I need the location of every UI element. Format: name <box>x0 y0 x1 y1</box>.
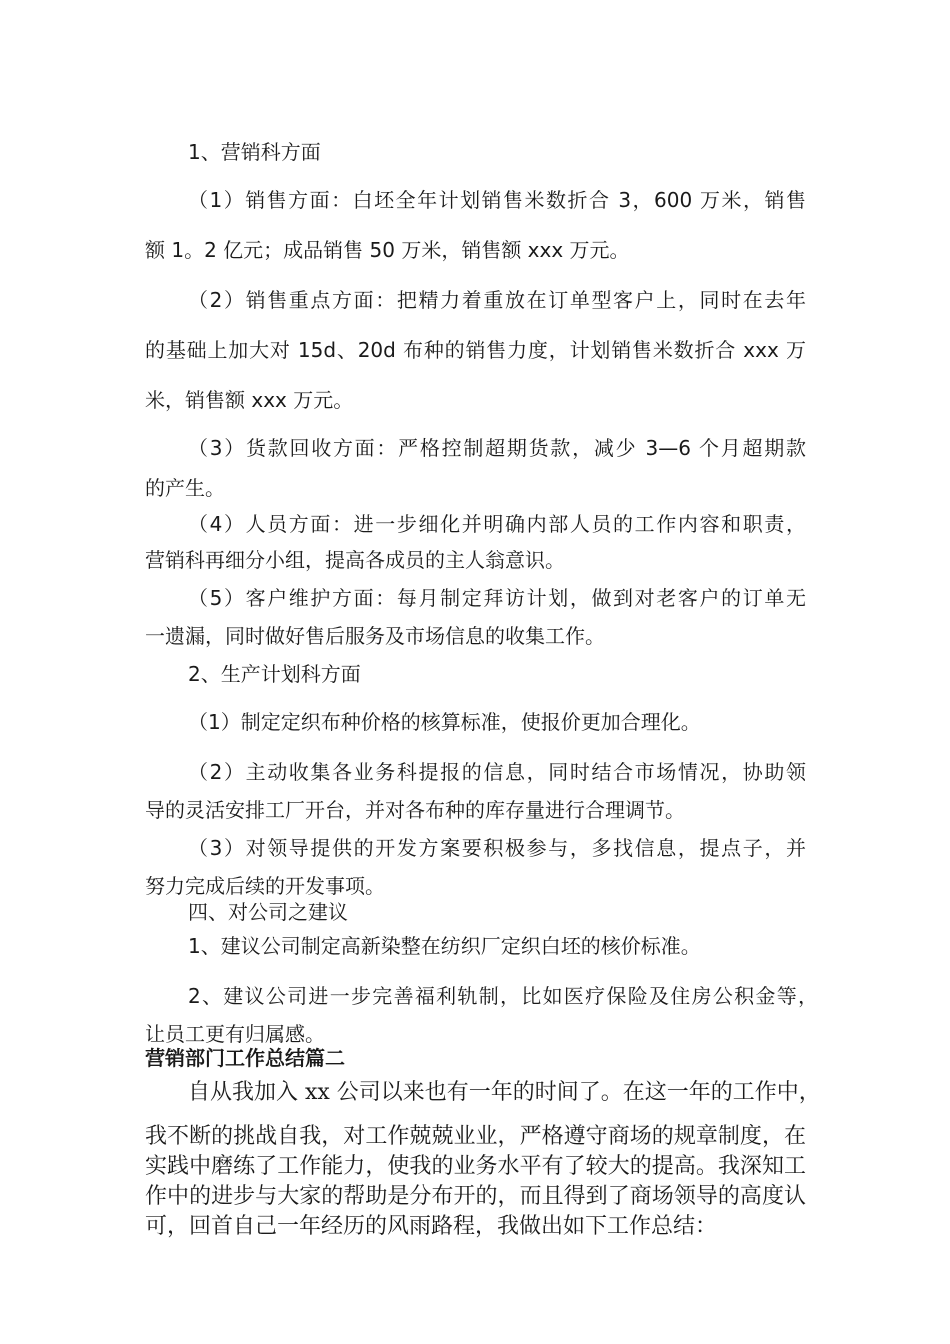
section-title: 2、生产计划科方面 <box>188 662 361 686</box>
section-title: 1、营销科方面 <box>188 140 321 164</box>
paragraph-line: （2）销售重点方面：把精力着重放在订单型客户上，同时在去年 <box>188 288 806 312</box>
paragraph-line: 1、建议公司制定高新染整在纺织厂定织白坯的核价标准。 <box>188 934 701 958</box>
paragraph-line: 的基础上加大对 15d、20d 布种的销售力度，计划销售米数折合 xxx 万 <box>145 338 806 362</box>
paragraph-line: 的产生。 <box>145 476 225 500</box>
article-heading: 营销部门工作总结篇二 <box>145 1046 345 1070</box>
paragraph-line: 让员工更有归属感。 <box>145 1022 325 1046</box>
paragraph-line: 米，销售额 xxx 万元。 <box>145 388 354 412</box>
section-title: 四、对公司之建议 <box>188 900 348 924</box>
paragraph-line: 导的灵活安排工厂开台，并对各布种的库存量进行合理调节。 <box>145 798 685 822</box>
paragraph-line: 营销科再细分小组，提高各成员的主人翁意识。 <box>145 548 565 572</box>
paragraph-line: （1）销售方面：白坯全年计划销售米数折合 3，600 万米，销售 <box>188 188 806 212</box>
paragraph-line: 实践中磨练了工作能力，使我的业务水平有了较大的提高。我深知工 <box>145 1154 806 1179</box>
paragraph-line: （3）货款回收方面：严格控制超期货款，减少 3—6 个月超期款 <box>188 436 806 460</box>
paragraph-line: （5）客户维护方面：每月制定拜访计划，做到对老客户的订单无 <box>188 586 806 610</box>
paragraph-line: 自从我加入 xx 公司以来也有一年的时间了。在这一年的工作中， <box>188 1080 821 1105</box>
paragraph-line: 2、建议公司进一步完善福利轨制，比如医疗保险及住房公积金等， <box>188 984 818 1008</box>
paragraph-line: 作中的进步与大家的帮助是分布开的，而且得到了商场领导的高度认 <box>145 1184 806 1209</box>
paragraph-line: （4）人员方面：进一步细化并明确内部人员的工作内容和职责， <box>188 512 806 536</box>
paragraph-line: （3）对领导提供的开发方案要积极参与，多找信息，提点子，并 <box>188 836 806 860</box>
paragraph-line: （1）制定定织布种价格的核算标准，使报价更加合理化。 <box>188 710 701 734</box>
paragraph-line: （2）主动收集各业务科提报的信息，同时结合市场情况，协助领 <box>188 760 806 784</box>
paragraph-line: 我不断的挑战自我，对工作兢兢业业，严格遵守商场的规章制度，在 <box>145 1124 806 1149</box>
paragraph-line: 额 1。2 亿元；成品销售 50 万米，销售额 xxx 万元。 <box>145 238 630 262</box>
paragraph-line: 一遗漏，同时做好售后服务及市场信息的收集工作。 <box>145 624 605 648</box>
paragraph-line: 努力完成后续的开发事项。 <box>145 874 385 898</box>
paragraph-line: 可，回首自己一年经历的风雨路程，我做出如下工作总结： <box>145 1214 718 1239</box>
